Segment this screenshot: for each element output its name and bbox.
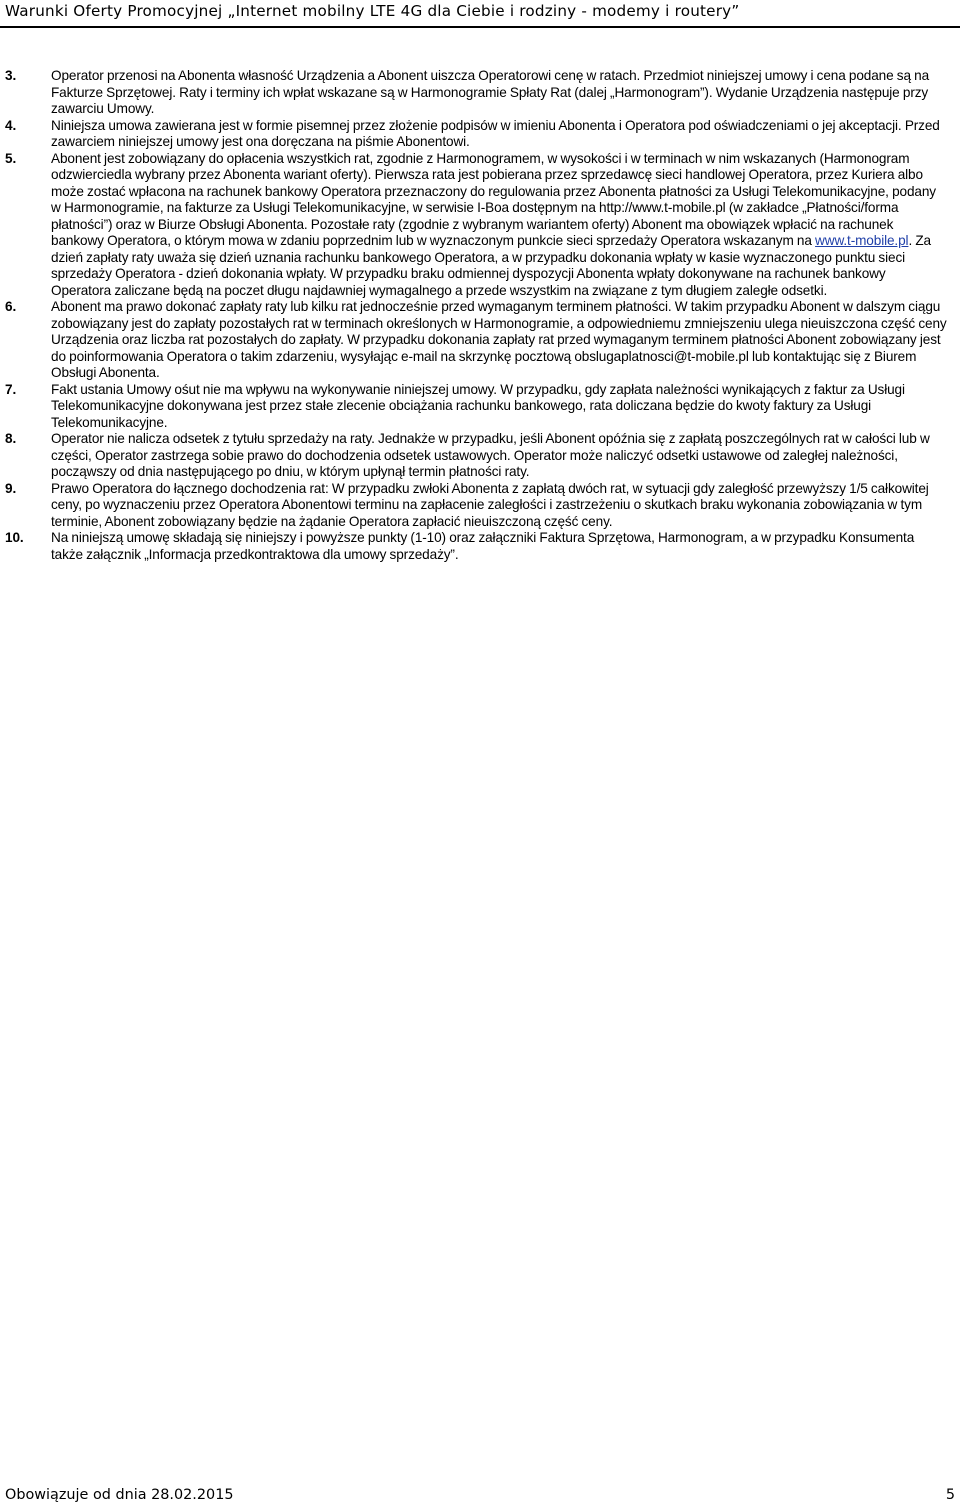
clause-number: 5. [5,150,17,166]
clause-number: 10. [5,530,24,545]
clause-number: 7. [5,381,17,397]
clause-text: Abonent ma prawo dokonać zapłaty raty lub kilku rat jednocześnie przed wymaganym terminem płatności. W takim przypadku Abonent w dalszym ciągu zobowiązany jest do zapłaty pozostałych rat w terminach określonych w Harmonogramie, a odpowiedniemu zmniejszeniu ulega nieuiszczona część ceny Urządzenia oraz liczba rat pozostałych do zapłaty. W przypadku dokonania zapłaty rat przed wymaganym terminem płatności Abonent zobowiązany jest do poinformowania Operatora o takim zdarzeniu, wysyłając e-mail na skrzynkę pocztową obslugaplatnosci@t-mobile.pl lub kontaktując się z Biurem Obsługi Abonenta. [51,299,947,380]
clause-text-after-link: . Za dzień zapłaty raty uważa się dzień uznania rachunku bankowego Operatora, a w przypadku dokonania wpłaty w kasie wyznaczonego punktu sieci sprzedaży Operatora - dzień dokonania wpłaty. W przypadku braku odmiennej dyspozycji Abonenta wpłaty dokonywane na rachunek bankowy Operatora zaliczane będą na poczet długu najdawniej wymagalnego a przede wszystkim na związane z tym długiem zaległe odsetki. [51,233,931,298]
clause-number: 3. [5,68,17,83]
clause-number: 4. [5,117,17,133]
clause-text: W przypadku zwłoki Abonenta z zapłatą dwóch rat, w sytuacji gdy zaległość przewyższy 1/5 całkowitej ceny, po wyznaczeniu przez Operatora Abonentowi terminu na zapłacenie zaległości i zastrzeżeniu o skutkach braku wykonania zobowiązania w tym terminie, Abonent zobowiązany będzie na żądanie Operatora zapłacić nieuiszczoną część ceny. [51,480,929,529]
clause-number: 6. [5,299,17,314]
clause-9 [0,481,960,531]
clause-list [0,68,960,563]
clause-text: Niniejsza umowa zawierana jest w formie pisemnej przez złożenie podpisów w imieniu Abonenta i Operatora pod oświadczeniami o jej akceptacji. Przed zawarciem niniejszej umowy jest ona doręczana na piśmie Abonentowi. [51,117,940,149]
clause-7 [0,382,960,432]
page-header [0,0,960,28]
clause-number: 9. [5,480,17,496]
page-number: 5 [945,1487,955,1503]
clause-text: Fakt ustania Umowy ośut nie ma wpływu na wykonywanie niniejszej umowy. W przypadku, gdy zapłata należności wynikających z faktur za Usługi Telekomunikacyjne dokonywana jest przez stałe zlecenie obciążania rachunku bankowego, rata doliczana będzie do kwoty faktury za Usługi Telekomunikacyjne. [51,381,905,430]
clause-text: Operator nie nalicza odsetek z tytułu sprzedaży na raty. Jednakże w przypadku, jeśli Abonent opóźnia się z zapłatą poszczególnych rat w całości lub w części, Operator zastrzega sobie prawo do dochodzenia odsetek ustawowych. Operator może naliczyć odsetki ustawowe od zaległej należności, począwszy od dnia następującego po dniu, w którym upłynął termin płatności raty. [51,431,930,479]
document-title: Warunki Oferty Promocyjnej „Internet mobilny LTE 4G dla Ciebie i rodziny - modemy i routery” [5,2,740,20]
clause-4 [0,118,960,151]
clause-5 [0,151,960,300]
validity-date: Obowiązuje od dnia 28.02.2015 [5,1487,234,1503]
clause-text-before-link: Abonent jest zobowiązany do opłacenia wszystkich rat, zgodnie z Harmonogramem, w wysokości i w terminach w nim wskazanych (Harmonogram odzwierciedla wybrany przez Abonenta wariant oferty). Pierwsza rata jest pobierana przez sprzedawcę sieci handlowej Operatora, przez Kuriera albo może zostać wpłacona na rachunek bankowy Operatora przeznaczony do regulowania przez Abonenta płatności za Usługi Telekomunikacyjne, podany w Harmonogramie, na fakturze za Usługi Telekomunikacyjne, w serwisie I-Boa dostępnym na http://www.t-mobile.pl (w zakładce „Płatności/forma płatności”) oraz w Biurze Obsługi Abonenta. Pozostałe raty (zgodnie z wybranym wariantem oferty) Abonent ma obowiązek wpłacić na rachunek bankowy Operatora, o którym mowa w zdaniu poprzednim lub w wyznaczonym punkcie sieci sprzedaży Operatora wskazanym na [51,150,936,248]
clause-10 [0,530,960,563]
clause-title: Prawo Operatora do łącznego dochodzenia rat: [51,480,329,496]
clause-6 [0,299,960,382]
clause-number: 8. [5,431,17,446]
clause-3 [0,68,960,118]
clause-text: Na niniejszą umowę składają się niniejszy i powyższe punkty (1-10) oraz załączniki Faktura Sprzętowa, Harmonogram, a w przypadku Konsumenta także załącznik „Informacja przedkontraktowa dla umowy sprzedaży”. [51,530,915,562]
clause-8 [0,431,960,481]
page-footer [0,1487,960,1507]
t-mobile-website-link[interactable]: www.t-mobile.pl [815,233,909,248]
clause-text: Operator przenosi na Abonenta własność Urządzenia a Abonent uiszcza Operatorowi cenę w ratach. Przedmiot niniejszej umowy i cena podane są na Fakturze Sprzętowej. Raty i terminy ich wpłat wskazane są w Harmonogramie Spłaty Rat (dalej „Harmonogram”). Wydanie Urządzenia następuje przy zawarciu Umowy. [51,68,930,116]
